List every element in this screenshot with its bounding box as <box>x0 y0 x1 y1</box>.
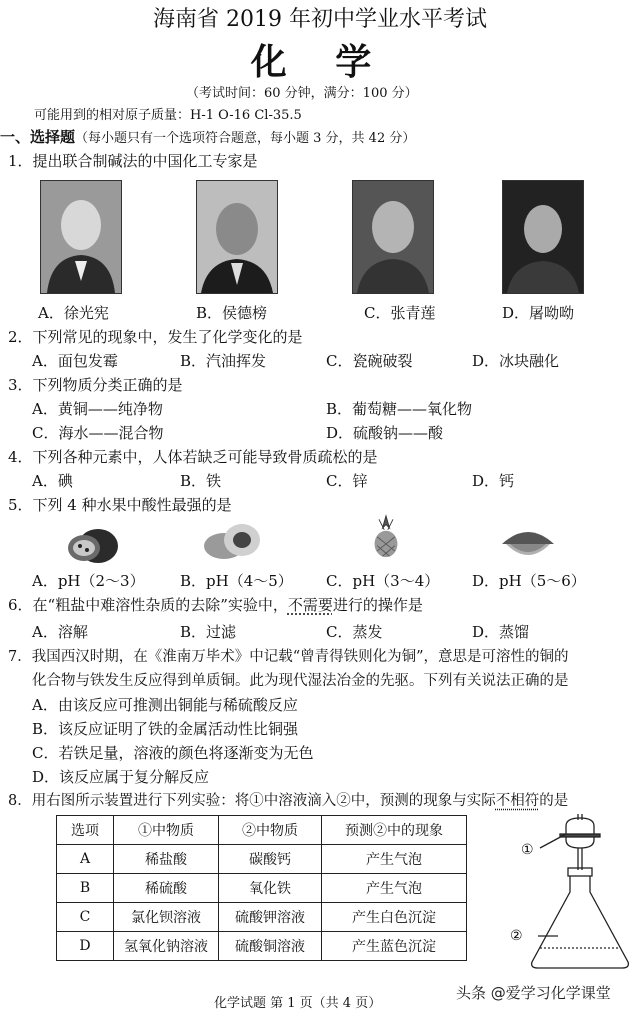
q3-option-b: B．葡萄糖——氧化物 <box>326 400 473 418</box>
table-header: ②中物质 <box>219 816 322 845</box>
section-heading <box>0 127 415 149</box>
q5-option-c: C．pH（3～4） <box>326 572 440 590</box>
q4-option-a: A．碘 <box>32 472 73 490</box>
table-header: 预测②中的现象 <box>322 816 467 845</box>
exam-title: 海南省 2019 年初中学业水平考试 <box>153 7 487 32</box>
apparatus-label-1: ① <box>521 842 534 858</box>
table-cell: 硫酸铜溶液 <box>219 932 322 961</box>
flask-apparatus-diagram <box>510 812 630 972</box>
q8-emphasis: 不相符 <box>495 793 540 809</box>
q3-stem: 3．下列物质分类正确的是 <box>8 376 183 394</box>
q8-stem: 8．用右图所示装置进行下列实验：将①中溶液滴入②中，预测的现象与实际不相符的是 <box>8 793 569 809</box>
table-cell: A <box>57 845 114 874</box>
q1-option-c: C．张青莲 <box>364 304 436 322</box>
apparatus-label-2: ② <box>510 928 523 944</box>
q6-option-a: A．溶解 <box>32 623 88 641</box>
exam-info: （考试时间：60 分钟，满分：100 分） <box>186 86 418 101</box>
watermark: 头条 @爱学习化学课堂 <box>456 984 611 1002</box>
q5-option-b: B．pH（4～5） <box>180 572 293 590</box>
q6-stem: 6．在“粗盐中难溶性杂质的去除”实验中，不需要进行的操作是 <box>8 596 423 614</box>
table-cell: 产生蓝色沉淀 <box>322 932 467 961</box>
pineapple-image <box>356 514 416 558</box>
q5-option-d: D．pH（5～6） <box>472 572 586 590</box>
subject-title: 化 学 <box>250 41 390 83</box>
table-header: ①中物质 <box>114 816 219 845</box>
portrait-photo-b <box>196 180 278 294</box>
q1-option-a: A．徐光宪 <box>38 304 109 322</box>
q4-option-c: C．锌 <box>326 472 368 490</box>
q7-option-b: B．该反应证明了铁的金属活动性比铜强 <box>32 720 299 738</box>
q2-option-c: C．瓷碗破裂 <box>326 352 413 370</box>
q4-stem: 4．下列各种元素中，人体若缺乏可能导致骨质疏松的是 <box>8 448 378 466</box>
table-cell: D <box>57 932 114 961</box>
page-footer: 化学试题 第 1 页（共 4 页） <box>214 996 382 1011</box>
q1-option-d: D．屠呦呦 <box>502 304 575 322</box>
table-cell: 硫酸钾溶液 <box>219 903 322 932</box>
table-row <box>57 874 467 903</box>
q2-option-a: A．面包发霉 <box>32 352 118 370</box>
q7-stem-line1: 7．我国西汉时期，在《淮南万毕术》中记载“曾青得铁则化为铜”，意思是可溶性的铜的 <box>8 649 569 665</box>
portrait-photo-d <box>502 180 584 294</box>
table-cell: 产生气泡 <box>322 874 467 903</box>
portrait-photo-a <box>40 180 122 294</box>
q7-option-c: C．若铁足量，溶液的颜色将逐渐变为无色 <box>32 744 314 762</box>
q2-option-d: D．冰块融化 <box>472 352 560 370</box>
table-cell: C <box>57 903 114 932</box>
table-cell: 稀硫酸 <box>114 874 219 903</box>
table-cell: 氧化铁 <box>219 874 322 903</box>
table-cell: 氢氧化钠溶液 <box>114 932 219 961</box>
q5-option-a: A．pH（2～3） <box>32 572 145 590</box>
table-row <box>57 932 467 961</box>
q4-option-b: B．铁 <box>180 472 222 490</box>
table-cell: 氯化钡溶液 <box>114 903 219 932</box>
table-row <box>57 903 467 932</box>
table-cell: 碳酸钙 <box>219 845 322 874</box>
table-header-row <box>57 816 467 845</box>
watermelon-image <box>498 522 558 566</box>
q3-option-d: D．硫酸钠——酸 <box>326 424 444 442</box>
atomic-masses: 可能用到的相对原子质量：H-1 O-16 Cl-35.5 <box>34 108 302 123</box>
q6-option-c: C．蒸发 <box>326 623 383 641</box>
papaya-image <box>202 520 262 564</box>
passion-fruit-image <box>62 522 122 566</box>
q3-option-a: A．黄铜——纯净物 <box>32 400 163 418</box>
q6-option-b: B．过滤 <box>180 623 237 641</box>
table-row <box>57 845 467 874</box>
table-cell: 产生气泡 <box>322 845 467 874</box>
q7-option-d: D．该反应属于复分解反应 <box>32 768 210 786</box>
table-cell: 稀盐酸 <box>114 845 219 874</box>
q5-stem: 5．下列 4 种水果中酸性最强的是 <box>8 496 232 514</box>
q3-option-c: C．海水——混合物 <box>32 424 164 442</box>
q4-option-d: D．钙 <box>472 472 515 490</box>
table-cell: 产生白色沉淀 <box>322 903 467 932</box>
section-instructions: （每小题只有一个选项符合题意，每小题 3 分，共 42 分） <box>75 131 416 146</box>
q1-stem: 1．提出联合制碱法的中国化工专家是 <box>8 152 258 170</box>
q7-stem-line2: 化合物与铁发生反应得到单质铜。此为现代湿法冶金的先驱。下列有关说法正确的是 <box>32 673 569 689</box>
q1-option-b: B．侯德榜 <box>196 304 268 322</box>
q2-stem: 2．下列常见的现象中，发生了化学变化的是 <box>8 328 303 346</box>
q2-option-b: B．汽油挥发 <box>180 352 267 370</box>
table-cell: B <box>57 874 114 903</box>
experiment-table <box>56 815 467 961</box>
q6-option-d: D．蒸馏 <box>472 623 530 641</box>
q6-emphasis: 不需要 <box>287 596 333 614</box>
table-header: 选项 <box>57 816 114 845</box>
section-title: 一、选择题 <box>0 128 76 146</box>
q7-option-a: A．由该反应可推测出铜能与稀硫酸反应 <box>32 696 298 714</box>
portrait-photo-c <box>352 180 434 294</box>
